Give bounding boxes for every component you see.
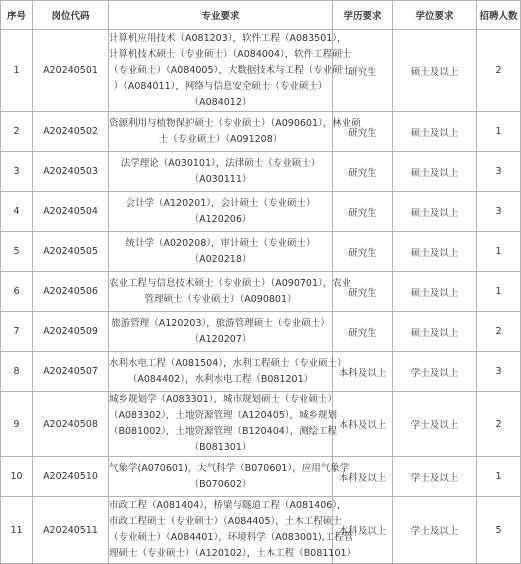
education-requirement: 本科及以上 [333, 392, 393, 457]
position-code: A20240503 [33, 152, 109, 192]
degree-requirement: 硕士及以上 [393, 152, 477, 192]
major-requirement [109, 112, 361, 152]
hiring-count: 3 [477, 152, 521, 192]
row-number: 8 [1, 352, 33, 392]
major-line: 理硕士（专业硕士）（A120102），土木工程（B081101） [109, 548, 357, 559]
position-code: A20240510 [33, 457, 109, 497]
position-code: A20240511 [33, 497, 109, 564]
row-number: 1 [1, 30, 33, 112]
header-count: 招聘人数 [477, 1, 521, 30]
table-header [1, 1, 521, 30]
major-line: （专业硕士）（A084401），环境科学（A083001),工程管 [109, 532, 354, 543]
header-no: 序号 [1, 1, 33, 30]
major-line: 农业工程与信息技术硕士（专业硕士）（A090701），农业 [109, 277, 352, 289]
degree-requirement: 学士及以上 [393, 392, 477, 457]
major-line: （A084012） [189, 96, 252, 108]
degree-requirement: 学士及以上 [393, 352, 477, 392]
table-row [1, 497, 521, 564]
row-number: 9 [1, 392, 33, 457]
hiring-count: 1 [477, 272, 521, 312]
major-line: 市政工程硕士（专业硕士）（A084405），土木工程硕士 [109, 516, 342, 527]
row-number: 11 [1, 497, 33, 564]
row-number: 3 [1, 152, 33, 192]
position-code: A20240502 [33, 112, 109, 152]
degree-requirement: 硕士及以上 [393, 112, 477, 152]
major-requirement [109, 272, 352, 312]
header-education: 学历要求 [333, 1, 393, 30]
education-requirement: 本科及以上 [333, 457, 393, 497]
position-code: A20240508 [33, 392, 109, 457]
hiring-count: 1 [477, 457, 521, 497]
table-row [1, 457, 521, 497]
position-code: A20240507 [33, 352, 109, 392]
major-line: 城乡规划学（A083301），城市规划硕士（专业硕士） [109, 394, 338, 405]
major-requirement [109, 152, 333, 192]
major-line: 会计学（A120201），会计硕士（专业硕士） [125, 197, 316, 209]
major-line: （A030111） [189, 173, 252, 185]
degree-requirement: 硕士及以上 [393, 30, 477, 112]
degree-requirement: 学士及以上 [393, 497, 477, 564]
position-code: A20240501 [33, 30, 109, 112]
hiring-count: 2 [477, 312, 521, 352]
table-row [1, 112, 521, 152]
hiring-count: 5 [477, 497, 521, 564]
degree-requirement: 学士及以上 [393, 457, 477, 497]
major-line: 气象学(A070601)，大气科学（B070601），应用气象学 [109, 462, 350, 474]
row-number: 10 [1, 457, 33, 497]
row-number: 4 [1, 192, 33, 232]
major-line: （A120206） [189, 213, 252, 225]
major-line: 法学理论（A030101），法律硕士（专业硕士） [120, 157, 321, 169]
header-major: 专业要求 [109, 1, 333, 30]
education-requirement: 研究生 [333, 272, 393, 312]
degree-requirement: 硕士及以上 [393, 192, 477, 232]
degree-requirement: 硕士及以上 [393, 232, 477, 272]
major-requirement [109, 232, 333, 272]
table-row [1, 192, 521, 232]
hiring-count: 2 [477, 392, 521, 457]
major-line: （B081301） [189, 442, 252, 453]
hiring-count: 1 [477, 232, 521, 272]
education-requirement: 研究生 [333, 232, 393, 272]
major-requirement [109, 457, 350, 497]
major-line: 计算机技术硕士（专业硕士）（A084004），软件工程硕士 [109, 48, 352, 60]
education-requirement: 研究生 [333, 312, 393, 352]
major-line: 水利水电工程（A081504），水利工程硕士（专业硕士） [109, 357, 347, 369]
education-requirement: 研究生 [333, 30, 393, 112]
major-line: （B070602） [189, 478, 252, 490]
hiring-count: 3 [477, 352, 521, 392]
major-line: 旅游管理（A120203），旅游管理硕士（专业硕士） [111, 317, 330, 329]
major-line: （A083302），土地资源管理（A120405），城乡规划 [109, 410, 338, 421]
major-line: 士（专业硕士）（A091208） [158, 133, 283, 145]
position-code: A20240509 [33, 312, 109, 352]
position-code: A20240506 [33, 272, 109, 312]
header-degree: 学位要求 [393, 1, 477, 30]
major-requirement [109, 30, 352, 112]
education-requirement: 研究生 [333, 112, 393, 152]
hiring-count: 3 [477, 192, 521, 232]
major-line: （A120207） [189, 333, 252, 345]
major-line: 管理硕士（专业硕士）（A090801） [144, 293, 297, 305]
row-number: 7 [1, 312, 33, 352]
hiring-count: 1 [477, 112, 521, 152]
degree-requirement: 硕士及以上 [393, 272, 477, 312]
major-requirement [109, 192, 333, 232]
major-line: （B081002），土地资源管理（B120404），测绘工程 [109, 426, 338, 437]
major-requirement [109, 392, 338, 457]
education-requirement: 本科及以上 [333, 352, 393, 392]
major-line: （A084402），水利水电工程（B081201） [127, 373, 314, 385]
table-row [1, 392, 521, 457]
table-row [1, 152, 521, 192]
major-line: 计算机应用技术（A081203），软件工程（A083501）， [109, 32, 347, 44]
table-body [1, 30, 521, 564]
major-line: 市政工程（A081404），桥梁与隧道工程（A081406）， [109, 500, 347, 511]
education-requirement: 研究生 [333, 152, 393, 192]
major-line: 资源利用与植物保护硕士（专业硕士）（A090601），林业硕 [109, 117, 361, 129]
major-line: ）（A084011），网络与信息安全硕士（专业硕士） [113, 80, 328, 92]
major-requirement [109, 352, 347, 392]
education-requirement: 本科及以上 [333, 497, 393, 564]
row-number: 5 [1, 232, 33, 272]
major-line: （专业硕士）（A084005），大数据技术与工程（专业硕士 [109, 64, 352, 76]
hiring-count: 2 [477, 30, 521, 112]
table-row [1, 30, 521, 112]
table-row [1, 232, 521, 272]
major-line: （A020218） [189, 253, 252, 265]
row-number: 6 [1, 272, 33, 312]
position-code: A20240504 [33, 192, 109, 232]
header-code: 岗位代码 [33, 1, 109, 30]
table-row [1, 312, 521, 352]
header-row [1, 1, 521, 30]
table-row [1, 272, 521, 312]
major-line: 统计学（A020208），审计硕士（专业硕士） [125, 237, 316, 249]
major-requirement [109, 312, 333, 352]
degree-requirement: 硕士及以上 [393, 312, 477, 352]
table-row [1, 352, 521, 392]
row-number: 2 [1, 112, 33, 152]
major-requirement [109, 497, 357, 564]
position-code: A20240505 [33, 232, 109, 272]
education-requirement: 研究生 [333, 192, 393, 232]
